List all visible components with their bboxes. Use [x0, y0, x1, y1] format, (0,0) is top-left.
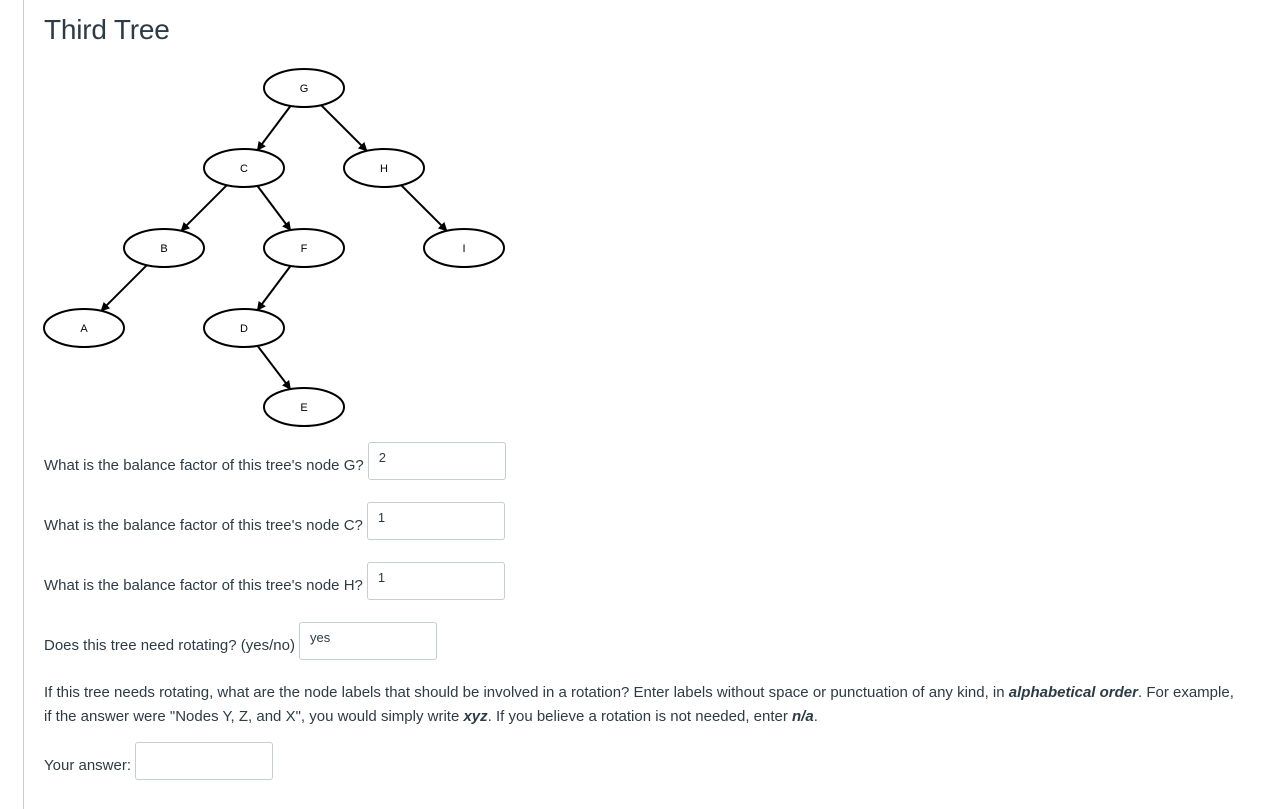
tree-edge-h-i [401, 185, 447, 231]
question-row-rotate [44, 622, 437, 660]
tree-node-i [424, 229, 504, 267]
tree-edge-g-h [321, 105, 367, 151]
tree-node-g [264, 69, 344, 107]
tree-node-b [124, 229, 204, 267]
tree-node-d [204, 309, 284, 347]
tree-node-label-g: G [299, 83, 309, 95]
tree-diagram [0, 0, 560, 440]
tree-node-label-i: I [462, 243, 466, 255]
tree-edge-d-e [258, 346, 291, 389]
tree-node-a [44, 309, 124, 347]
tree-node-c [204, 149, 284, 187]
instruction-text-2: . For example, if the answer were "Nodes Y, Z, and X", you would simply write [44, 684, 1234, 725]
tree-edge-b-a [101, 265, 147, 311]
question-row-c [44, 502, 505, 540]
instruction-emphasis-na: n/a [792, 708, 814, 725]
tree-edge-c-f [257, 186, 290, 230]
final-answer-label: Your answer: [44, 756, 131, 774]
tree-node-label-b: B [160, 243, 168, 255]
question-row-g [44, 442, 506, 480]
answer-input-c[interactable]: 1 [367, 502, 505, 540]
tree-node-e [264, 388, 344, 426]
answer-input-h[interactable]: 1 [367, 562, 505, 600]
instruction-emphasis-alphabetical: alphabetical order [1008, 684, 1138, 701]
tree-node-label-f: F [300, 243, 308, 255]
instruction-text-1: If this tree needs rotating, what are the node labels that should be involved in a rotation? Enter labels without space or punctuation of any kind, in [44, 684, 1009, 701]
answer-input-rotate[interactable]: yes [299, 622, 437, 660]
final-answer-row [44, 742, 273, 780]
answer-input-g[interactable]: 2 [368, 442, 506, 480]
tree-node-f [264, 229, 344, 267]
tree-edge-f-d [257, 266, 290, 310]
tree-node-label-a: A [80, 323, 88, 335]
question-label-rotate: Does this tree need rotating? (yes/no) [44, 636, 295, 654]
tree-node-label-e: E [300, 402, 308, 414]
instruction-text-4: . [813, 708, 818, 725]
tree-edge-c-b [181, 185, 227, 231]
page-title: Third Tree [44, 14, 170, 45]
question-label-g: What is the balance factor of this tree's node G? [44, 456, 364, 474]
tree-node-label-d: D [240, 323, 248, 335]
instruction-text-3: . If you believe a rotation is not needed, enter [487, 708, 793, 725]
tree-node-label-c: C [240, 163, 248, 175]
question-label-c: What is the balance factor of this tree's node C? [44, 516, 363, 534]
tree-node-h [344, 149, 424, 187]
final-answer-input[interactable] [135, 742, 273, 780]
question-label-h: What is the balance factor of this tree's node H? [44, 576, 363, 594]
tree-node-label-h: H [380, 163, 388, 175]
tree-edge-g-c [257, 106, 290, 150]
rotation-instructions [44, 681, 1239, 729]
question-row-h [44, 562, 505, 600]
instruction-emphasis-xyz: xyz [463, 708, 488, 725]
